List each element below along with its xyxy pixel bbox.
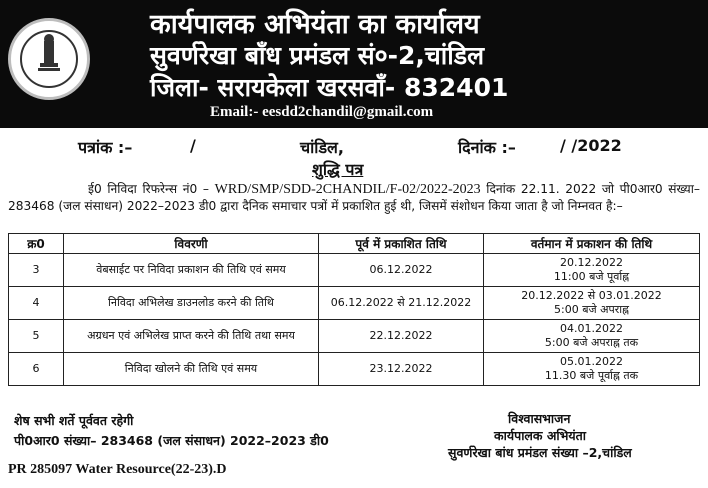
row-no: 6 bbox=[9, 353, 64, 386]
row-description: वेबसाईट पर निविदा प्रकाशन की तिथि एवं समय bbox=[64, 254, 319, 287]
current-date: 04.01.2022 bbox=[560, 322, 623, 335]
place-label: चांडिल, bbox=[300, 138, 344, 157]
pr-code: PR 285097 Water Resource(22-23).D bbox=[8, 462, 227, 477]
row-previous-date: 23.12.2022 bbox=[319, 353, 484, 386]
jharkhand-emblem-icon bbox=[8, 18, 90, 100]
row-current-date bbox=[484, 254, 700, 287]
col-header-current-date: वर्तमान में प्रकाशन की तिथि bbox=[484, 234, 700, 254]
document-title: शुद्धि पत्र bbox=[312, 160, 364, 179]
current-date: 05.01.2022 bbox=[560, 355, 623, 368]
sign-off: विश्वासभाजन bbox=[508, 411, 571, 426]
remaining-terms-note: शेष सभी शर्ते पूर्ववत रहेगी bbox=[14, 413, 134, 428]
row-no: 5 bbox=[9, 320, 64, 353]
current-time: 5:00 बजे अपराह्न तक bbox=[544, 336, 639, 349]
corrigendum-table bbox=[8, 233, 700, 386]
table-row bbox=[9, 287, 700, 320]
para-part1: ई0 निविदा रिफरेन्स नं0 – bbox=[88, 182, 210, 196]
patrank-slash: / bbox=[190, 136, 196, 155]
office-title: कार्यपालक अभियंता का कार्यालय bbox=[150, 9, 480, 40]
row-current-date bbox=[484, 287, 700, 320]
signatory-division: सुवर्णरेखा बांध प्रमंडल संख्या –2,चांडिल bbox=[448, 445, 632, 460]
district-line: जिला- सरायकेला खरसवाँ- 832401 bbox=[150, 73, 509, 102]
date-value: / /2022 bbox=[560, 136, 622, 155]
letterhead bbox=[0, 0, 708, 128]
dinank-label: दिनांक :– bbox=[458, 138, 516, 157]
table-row bbox=[9, 353, 700, 386]
row-description: निविदा खोलने की तिथि एवं समय bbox=[64, 353, 319, 386]
row-previous-date: 06.12.2022 से 21.12.2022 bbox=[319, 287, 484, 320]
row-current-date bbox=[484, 353, 700, 386]
row-previous-date: 22.12.2022 bbox=[319, 320, 484, 353]
table-row bbox=[9, 320, 700, 353]
table-row bbox=[9, 254, 700, 287]
table-header-row bbox=[9, 234, 700, 254]
email-line: Email:- eesdd2chandil@gmail.com bbox=[210, 104, 434, 120]
row-previous-date: 06.12.2022 bbox=[319, 254, 484, 287]
current-time: 11:00 बजे पूर्वाह्न bbox=[553, 270, 630, 283]
para-part2: दिनांक 22.11. 2022 जो पी0आर0 संख्या– 283468 (जल संसाधन) 2022–2023 डी0 द्वारा दैनिक समाचार पत्रों में प्रकाशित हुई थी, जिसमें संशोधन किया जाता है जो निम्नवत है:– bbox=[8, 182, 700, 213]
row-no: 4 bbox=[9, 287, 64, 320]
pr-number-note: पी0आर0 संख्या– 283468 (जल संसाधन) 2022–2023 डी0 bbox=[14, 433, 329, 448]
notice-paragraph bbox=[8, 181, 700, 215]
signatory-designation: कार्यपालक अभियंता bbox=[494, 428, 587, 443]
col-header-previous-date: पूर्व में प्रकाशित तिथि bbox=[319, 234, 484, 254]
current-date: 20.12.2022 से 03.01.2022 bbox=[521, 289, 662, 302]
row-current-date bbox=[484, 320, 700, 353]
col-header-no: क्र0 bbox=[9, 234, 64, 254]
current-time: 11.30 बजे पूर्वाह्न तक bbox=[544, 369, 639, 382]
division-name: सुवर्णरेखा बाँध प्रमंडल सं०-2,चांडिल bbox=[150, 41, 485, 70]
current-time: 5:00 बजे अपराह्न bbox=[554, 303, 629, 316]
row-description: अग्रधन एवं अभिलेख प्राप्त करने की तिथि तथा समय bbox=[64, 320, 319, 353]
col-header-description: विवरणी bbox=[64, 234, 319, 254]
patrank-label: पत्रांक :– bbox=[78, 138, 133, 157]
row-no: 3 bbox=[9, 254, 64, 287]
current-date: 20.12.2022 bbox=[560, 256, 623, 269]
tender-reference: WRD/SMP/SDD-2CHANDIL/F-02/2022-2023 bbox=[214, 182, 481, 197]
row-description: निविदा अभिलेख डाउनलोड करने की तिथि bbox=[64, 287, 319, 320]
